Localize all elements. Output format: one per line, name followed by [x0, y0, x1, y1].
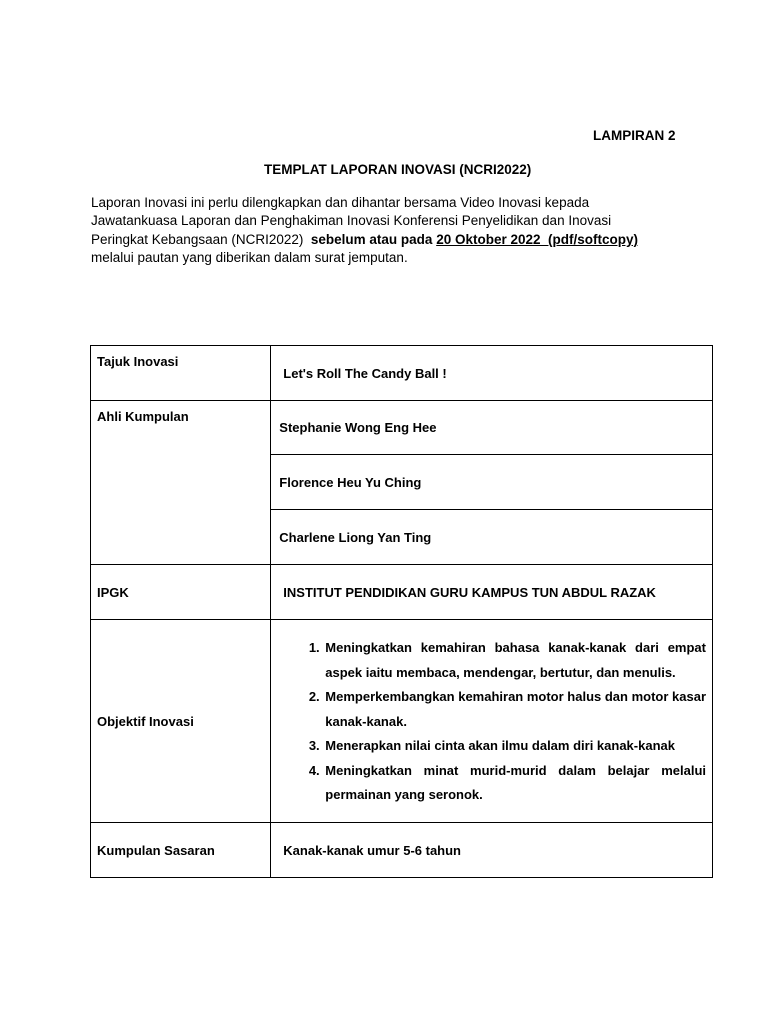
member-1: Stephanie Wong Eng Hee — [271, 401, 713, 455]
label-ahli-kumpulan: Ahli Kumpulan — [91, 401, 271, 565]
deadline-date: 20 Oktober 2022 (pdf/softcopy) — [436, 231, 638, 247]
row-tajuk — [91, 346, 713, 401]
objectives-cell — [271, 620, 713, 823]
objective-item-3: 3. Menerapkan nilai cinta akan ilmu dalam diri kanak-kanak — [323, 734, 706, 759]
objectives-list — [271, 624, 712, 818]
row-ipgk — [91, 565, 713, 620]
objective-item-2: 2. Memperkembangkan kemahiran motor halus dan motor kasar kanak-kanak. — [323, 685, 706, 734]
intro-line-4: melalui pautan yang diberikan dalam surat jemputan. — [91, 250, 408, 266]
row-sasaran — [91, 823, 713, 878]
label-tajuk-inovasi: Tajuk Inovasi — [91, 346, 271, 401]
objective-item-1: 1. Meningkatkan kemahiran bahasa kanak-kanak dari empat aspek iaitu membaca, mendengar, bertutur, dan menulis. — [323, 636, 706, 685]
value-ipgk: INSTITUT PENDIDIKAN GURU KAMPUS TUN ABDUL RAZAK — [271, 565, 713, 620]
label-objektif-inovasi: Objektif Inovasi — [91, 620, 271, 823]
value-kumpulan-sasaran: Kanak-kanak umur 5-6 tahun — [271, 823, 713, 878]
intro-line-2: Jawatankuasa Laporan dan Penghakiman Inovasi Konferensi Penyelidikan dan Inovasi — [91, 213, 612, 229]
objective-item-4: 4. Meningkatkan minat murid-murid dalam belajar melalui permainan yang seronok. — [323, 759, 706, 808]
appendix-label: LAMPIRAN 2 — [593, 128, 676, 143]
row-ahli-1 — [91, 401, 713, 455]
intro-line-1: Laporan Inovasi ini perlu dilengkapkan dan dihantar bersama Video Inovasi kepada — [91, 195, 590, 210]
intro-line-3 — [91, 231, 691, 249]
row-objektif — [91, 620, 713, 823]
member-3: Charlene Liong Yan Ting — [271, 510, 713, 565]
innovation-form-table — [90, 345, 713, 878]
label-ipgk: IPGK — [91, 565, 271, 620]
intro-line-3-prefix: Peringkat Kebangsaan (NCRI2022) — [91, 231, 311, 247]
intro-paragraph — [91, 194, 691, 268]
deadline-lead: sebelum atau pada — [310, 231, 437, 247]
document-title: TEMPLAT LAPORAN INOVASI (NCRI2022) — [264, 162, 532, 177]
label-kumpulan-sasaran: Kumpulan Sasaran — [91, 823, 271, 878]
value-tajuk-inovasi: Let's Roll The Candy Ball ! — [271, 346, 713, 401]
member-2: Florence Heu Yu Ching — [271, 455, 713, 510]
